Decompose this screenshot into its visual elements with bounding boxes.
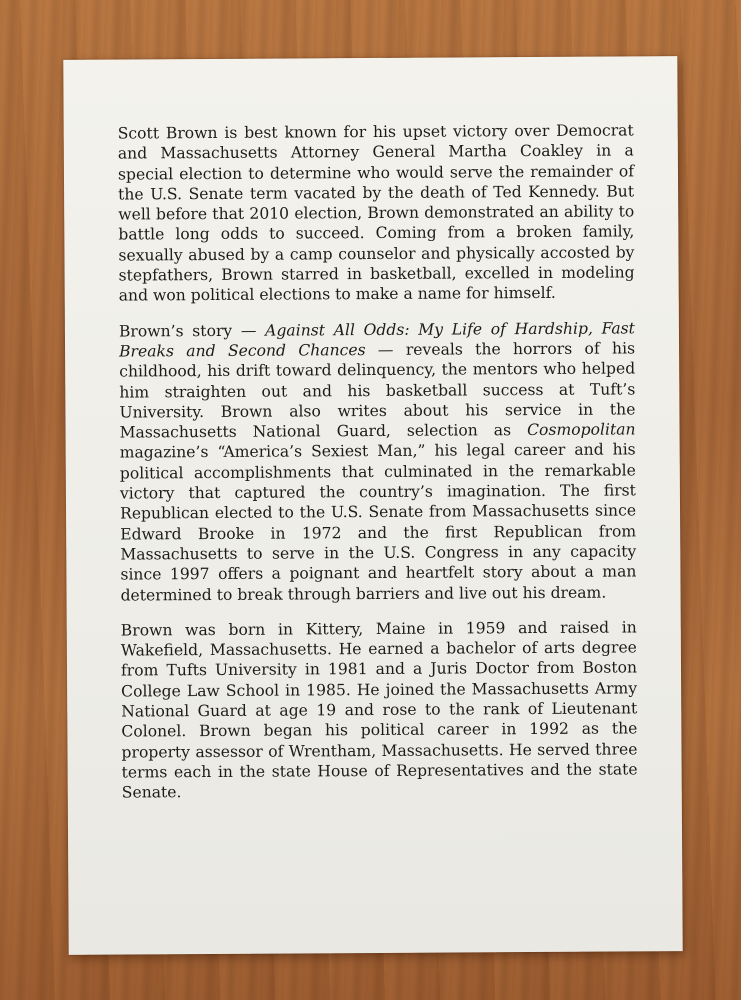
paragraph-intro	[118, 120, 635, 306]
text-run: Brown’s story —	[118, 321, 266, 341]
magazine-title: Cosmopolitan	[527, 420, 636, 440]
cover-text	[118, 120, 638, 818]
book-title: Against All Odds: My Life of Hardship, Fast Breaks and Second Chances	[118, 319, 635, 361]
book-back-cover	[63, 56, 682, 955]
text-run: — reveals the horrors of his childhood, his drift toward delinquency, the mentors who helped him straighten out and his basketball success at Tuft’s University. Brown also writes about his service in the Massachusetts National Guard, selection as	[119, 339, 636, 442]
paragraph-story	[119, 318, 637, 605]
text-run: Brown was born in Kittery, Maine in 1959 and raised in Wakefield, Massachusetts. He earned a bachelor of arts degree from Tufts University in 1981 and a Juris Doctor from Boston College Law School in 1985. He joined the Massachusetts Army National Guard at age 19 and rose to the rank of Lieutenant Colonel. Brown began his political career in 1992 as the property assessor of Wrentham, Massachusetts. He served three terms each in the state House of Representatives and the state Senate.	[120, 618, 638, 802]
text-run: magazine’s “America’s Sexiest Man,” his legal career and his political accomplishments that culminated in the remarkable victory that captured the country’s imagination. The first Republican elected to the U.S. Senate from Massachusetts since Edward Brooke in 1972 and the first Republican from Massachusetts to serve in the U.S. Congress in any capacity since 1997 offers a poignant and heartfelt story about a man determined to break through barriers and live out his dream.	[119, 440, 637, 605]
text-run: Scott Brown is best known for his upset victory over Democrat and Massachusetts Attorney General Martha Coakley in a special election to determine who would serve the remainder of the U.S. Senate term vacated by the death of Ted Kennedy. But well before that 2010 election, Brown demonstrated an ability to battle long odds to succeed. Coming from a broken family, sexually abused by a camp counselor and physically accosted by stepfathers, Brown starred in basketball, excelled in modeling and won political elections to make a name for himself.	[117, 121, 635, 305]
paragraph-bio	[121, 617, 638, 803]
